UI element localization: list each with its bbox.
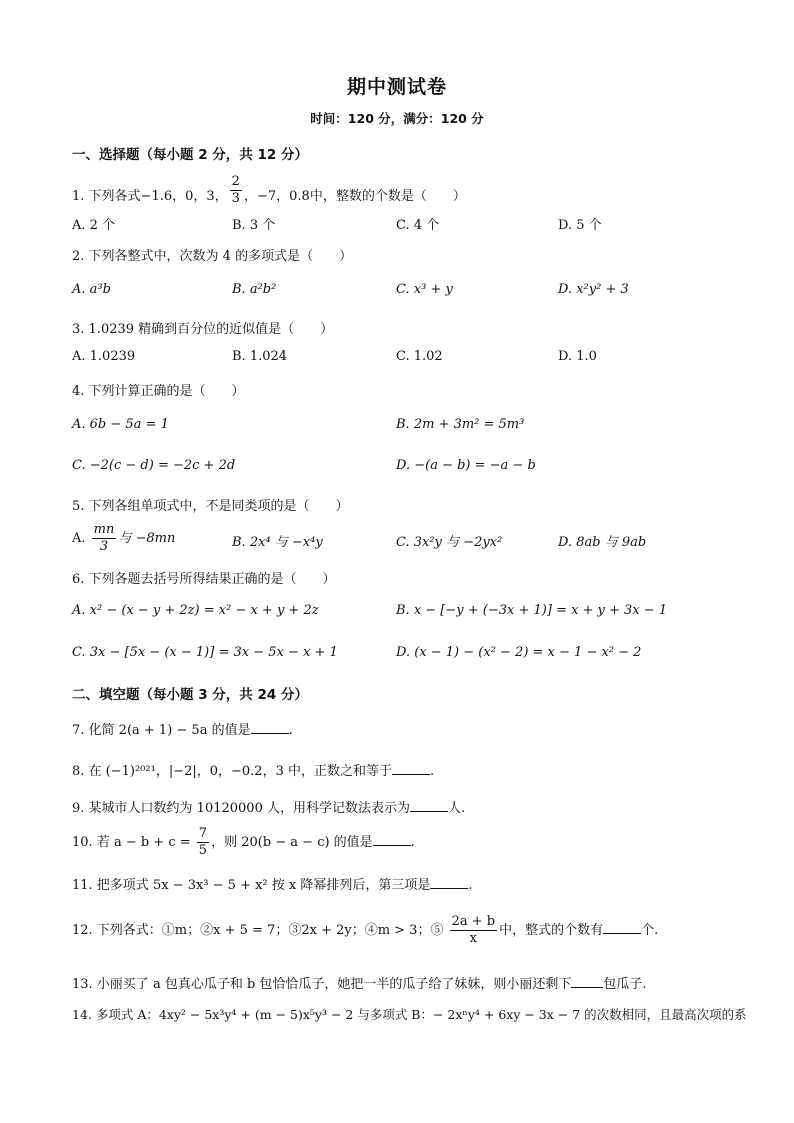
answer-blank	[410, 799, 448, 812]
question-12-middle: 中，整式的个数有	[499, 923, 604, 938]
question-9-text: 9. 某城市人口数约为 10120000 人，用科学记数法表示为	[72, 801, 410, 816]
question-2-option-a: A. a³b	[72, 282, 111, 297]
question-6-option-a: A. x² − (x − y + 2z) = x² − x + y + 2z	[72, 603, 319, 618]
answer-blank	[571, 975, 603, 988]
answer-blank	[392, 762, 430, 775]
question-3-option-c: C. 1.02	[396, 349, 443, 364]
question-12	[72, 914, 658, 947]
fraction-numerator: mn	[93, 522, 115, 537]
answer-blank	[603, 921, 641, 934]
question-12-end: 个.	[641, 923, 659, 938]
question-8-end: .	[430, 764, 435, 779]
fraction-denominator: 5	[198, 843, 208, 858]
question-1-suffix: 中，整数的个数是（ ）	[309, 189, 466, 204]
question-5-option-c: C. 3x²y 与 −2yx²	[396, 535, 503, 550]
question-11-end: .	[468, 878, 473, 893]
question-8-text: 8. 在 (−1)²⁰²¹，|−2|，0，−0.2，3 中，正数之和等于	[72, 764, 392, 779]
question-1-sep-1: ，0，3，	[172, 189, 228, 204]
fraction-denominator: 3	[231, 191, 240, 206]
question-11	[72, 874, 473, 893]
question-10-end: .	[410, 835, 415, 850]
question-5-option-b: B. 2x⁴ 与 −x⁴y	[232, 535, 323, 550]
question-1-value-1: −1.6	[140, 189, 173, 204]
question-1-value-3: 0.8	[289, 189, 310, 204]
question-2-option-d: D. x²y² + 3	[558, 282, 629, 297]
question-6: 6. 下列各题去括号所得结果正确的是（ ）	[72, 572, 336, 587]
fraction-denominator: 3	[99, 539, 109, 554]
question-7	[72, 719, 293, 738]
section-choice-heading: 一、选择题（每小题 2 分，共 12 分）	[72, 147, 308, 163]
fraction-numerator: 2	[231, 174, 240, 189]
question-9-end: 人.	[447, 801, 466, 816]
question-4-option-d: D. −(a − b) = −a − b	[396, 458, 536, 473]
question-10-middle: ，则 20(b − a − c) 的值是	[211, 835, 373, 850]
exam-time-score: 时间：120 分，满分：120 分	[310, 111, 484, 126]
answer-blank	[373, 833, 411, 846]
question-1-value-2: −7	[256, 189, 277, 204]
question-10	[72, 826, 415, 859]
fraction-numerator: 2a + b	[451, 914, 496, 929]
question-6-option-c: C. 3x − [5x − (x − 1)] = 3x − 5x − x + 1	[72, 645, 338, 660]
question-7-text: 7. 化简 2(a + 1) − 5a 的值是	[72, 723, 251, 738]
answer-blank	[251, 721, 289, 734]
question-4-option-a: A. 6b − 5a = 1	[72, 417, 169, 432]
question-10-text: 10. 若 a − b + c =	[72, 835, 191, 850]
question-3-option-a: A. 1.0239	[72, 349, 136, 364]
option-a-fraction	[92, 522, 117, 555]
question-13-text: 13. 小丽买了 a 包真心瓜子和 b 包恰恰瓜子，她把一半的瓜子给了妹妹，则小丽还剩下	[72, 977, 572, 992]
question-5: 5. 下列各组单项式中，不是同类项的是（ ）	[72, 499, 349, 514]
question-3-option-b: B. 1.024	[232, 349, 288, 364]
question-1	[72, 174, 466, 213]
question-3: 3. 1.0239 精确到百分位的近似值是（ ）	[72, 322, 334, 337]
question-13	[72, 973, 647, 992]
question-3-option-d: D. 1.0	[558, 349, 597, 364]
question-1-option-d: D. 5 个	[558, 218, 602, 233]
question-2-option-b: B. a²b²	[232, 282, 277, 297]
question-9	[72, 797, 465, 816]
question-4: 4. 下列计算正确的是（ ）	[72, 384, 245, 399]
question-1-option-c: C. 4 个	[396, 218, 440, 233]
question-5-option-a	[72, 522, 175, 555]
question-14: 14. 多项式 A：4xy² − 5x³y⁴ + (m − 5)x⁵y³ − 2 与多项式 B：− 2xⁿy⁴ + 6xy − 3x − 7 的次数相同，且最高次项的系	[72, 1007, 747, 1022]
page-title: 期中测试卷	[346, 76, 447, 98]
answer-blank	[430, 876, 468, 889]
question-12-fraction	[450, 914, 498, 947]
question-5-option-d: D. 8ab 与 9ab	[558, 535, 647, 550]
section-fill-heading: 二、填空题（每小题 3 分，共 24 分）	[72, 687, 308, 703]
question-1-fraction	[230, 174, 242, 207]
question-12-text: 12. 下列各式：①m；②x + 5 = 7；③2x + 2y；④m > 3；⑤	[72, 923, 444, 938]
option-a-rest: 与 −8mn	[118, 531, 176, 546]
question-4-option-c: C. −2(c − d) = −2c + 2d	[72, 458, 236, 473]
question-1-option-a: A. 2 个	[72, 218, 116, 233]
fraction-denominator: x	[469, 931, 478, 946]
question-10-fraction	[197, 826, 209, 859]
question-8	[72, 760, 434, 779]
fraction-numerator: 7	[198, 826, 208, 841]
question-1-sep-2: ，	[243, 189, 257, 204]
option-a-label: A.	[72, 531, 86, 546]
question-13-end: 包瓜子.	[603, 977, 647, 992]
question-1-sep-3: ，	[276, 189, 290, 204]
question-1-option-b: B. 3 个	[232, 218, 276, 233]
question-2: 2. 下列各整式中，次数为 4 的多项式是（ ）	[72, 249, 353, 264]
question-1-prefix: 1. 下列各式	[72, 189, 141, 204]
question-6-option-d: D. (x − 1) − (x² − 2) = x − 1 − x² − 2	[396, 645, 642, 660]
question-2-option-c: C. x³ + y	[396, 282, 453, 297]
question-6-option-b: B. x − [−y + (−3x + 1)] = x + y + 3x − 1	[396, 603, 668, 618]
question-11-text: 11. 把多项式 5x − 3x³ − 5 + x² 按 x 降幂排列后，第三项是	[72, 878, 431, 893]
question-4-option-b: B. 2m + 3m² = 5m³	[396, 417, 525, 432]
question-7-end: .	[288, 723, 293, 738]
